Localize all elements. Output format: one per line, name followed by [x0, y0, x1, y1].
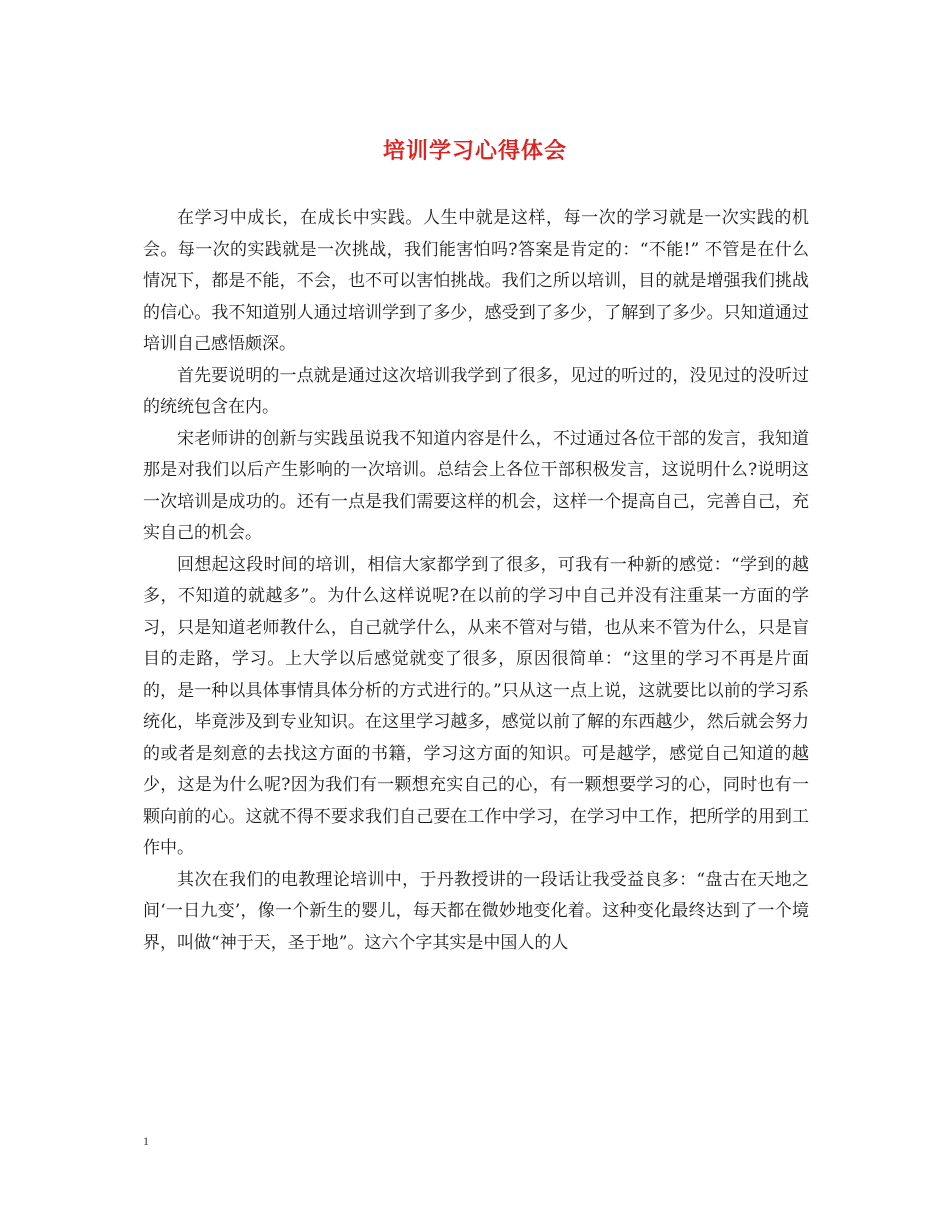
page-number: 1: [143, 1134, 149, 1148]
paragraph-2: 首先要说明的一点就是通过这次培训我学到了很多，见过的听过的，没见过的没听过的统统包含在内。: [143, 365, 809, 417]
paragraph-4: 回想起这段时间的培训，相信大家都学到了很多，可我有一种新的感觉：“学到的越多，不知道的就越多”。为什么这样说呢?在以前的学习中自己并没有注重某一方面的学习，只是知道老师教什么，自己就学什么，从来不管对与错，也从来不管为什么，只是盲目的走路，学习。上大学以后感觉就变了很多，原因很简单：“这里的学习不再是片面的，是一种以具体事情具体分析的方式进行的。”只从这一点上说，这就要比以前的学习系统化，毕竟涉及到专业知识。在这里学习越多，感觉以前了解的东西越少，然后就会努力的或者是刻意的去找这方面的书籍，学习这方面的知识。可是越学，感觉自己知道的越少，这是为什么呢?因为我们有一颗想充实自己的心，有一颗想要学习的心，同时也有一颗向前的心。这就不得不要求我们自己要在工作中学习，在学习中工作，把所学的用到工作中。: [143, 554, 809, 858]
paragraph-1: 在学习中成长，在成长中实践。人生中就是这样，每一次的学习就是一次实践的机会。每一次的实践就是一次挑战，我们能害怕吗?答案是肯定的：“不能!” 不管是在什么情况下，都是不能，不会，也不可以害怕挑战。我们之所以培训，目的就是增强我们挑战的信心。我不知道别人通过培训学到了多少，感受到了多少，了解到了多少。只知道通过培训自己感悟颇深。: [143, 208, 809, 354]
document-body: [143, 203, 809, 959]
paragraph-3: 宋老师讲的创新与实践虽说我不知道内容是什么，不过通过各位干部的发言，我知道那是对我们以后产生影响的一次培训。总结会上各位干部积极发言，这说明什么?说明这一次培训是成功的。还有一点是我们需要这样的机会，这样一个提高自己，完善自己，充实自己的机会。: [143, 428, 809, 543]
document-title: 培训学习心得体会: [382, 139, 567, 164]
paragraph-5: 其次在我们的电教理论培训中，于丹教授讲的一段话让我受益良多：“盘古在天地之间‘一日九变’，像一个新生的婴儿，每天都在微妙地变化着。这种变化最终达到了一个境界，叫做“神于天，圣于地”。这六个字其实是中国人的人: [143, 869, 809, 953]
